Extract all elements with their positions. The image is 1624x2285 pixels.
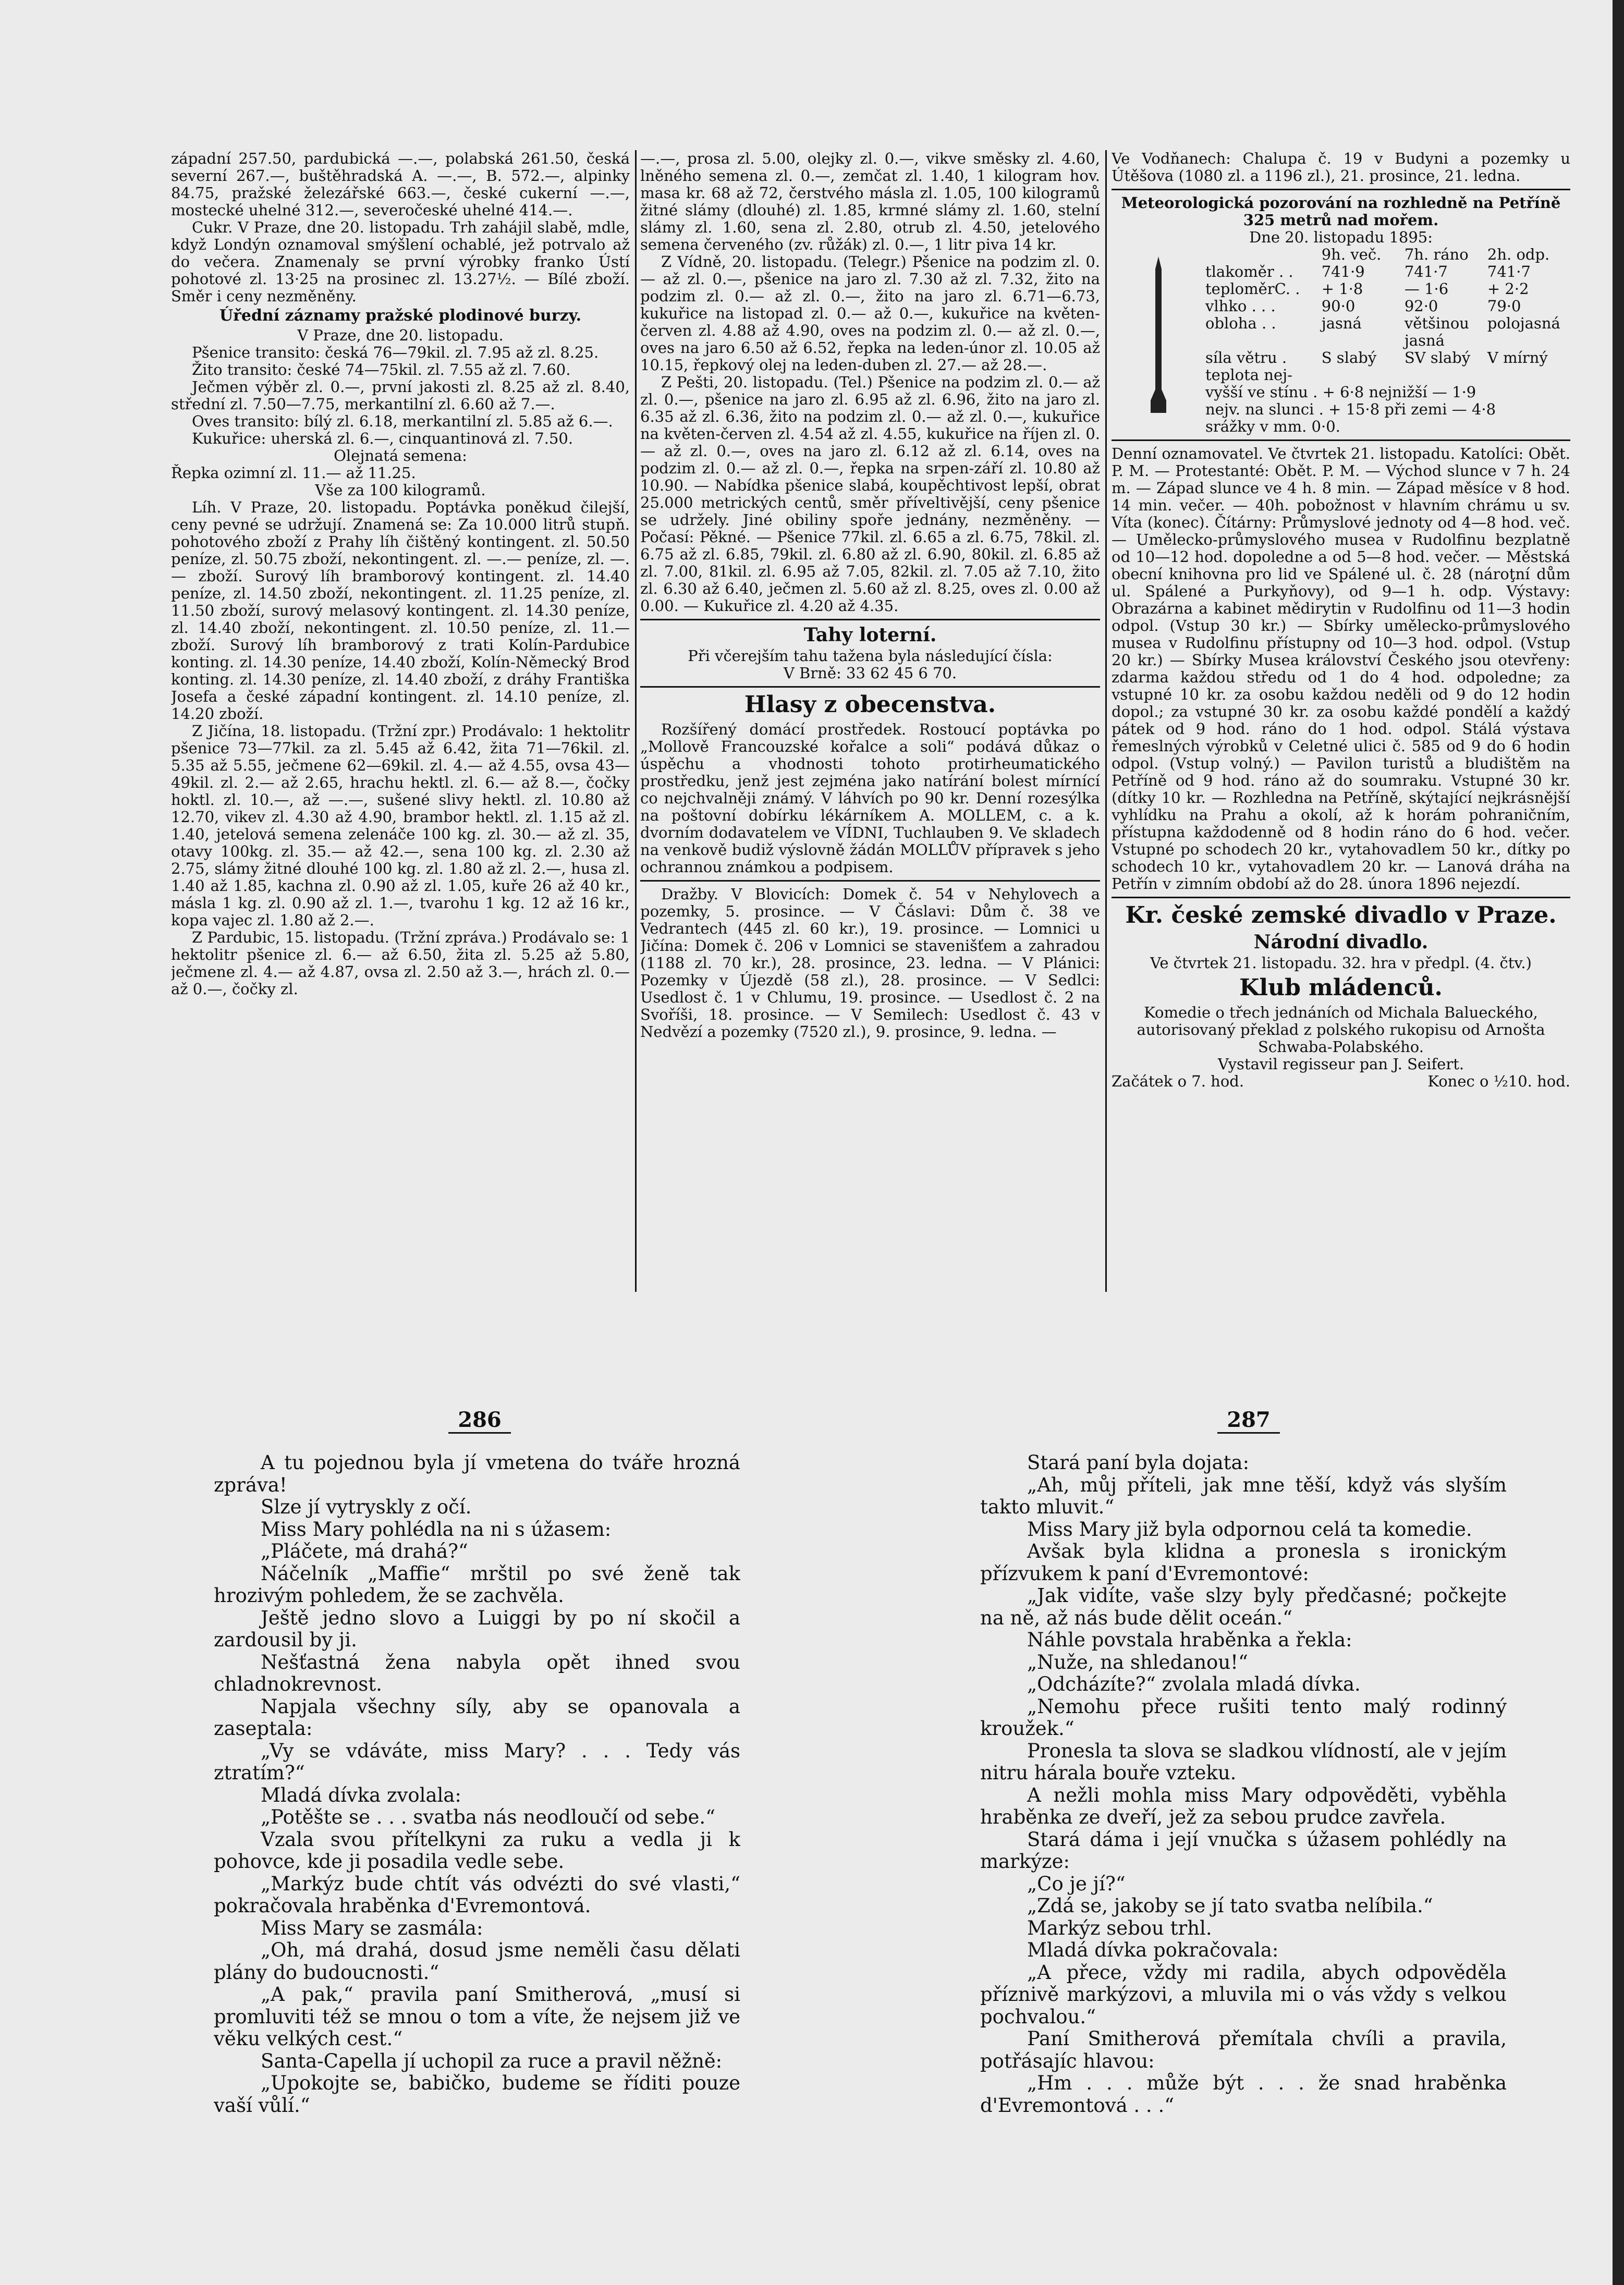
pardubice-report: Z Pardubic, 15. listopadu. (Tržní zpráva.) Prodávalo se: 1 hektolitr pšenice zl. 6.— až 6.50, žita zl. 5.25 až 5.80, ječmene zl. 4.— až 4.87, ovsa zl. 2.50 až 3.—, hrách zl. 0.— až 0.—, čočky zl. (171, 928, 630, 998)
barley-price: Ječmen výběr zl. 0.—, první jakosti zl. 8.25 až zl. 8.40, střední zl. 7.50—7.75, merkantilní zl. 6.60 až 7.—. (171, 378, 630, 413)
story-paragraph: „Odcházíte?“ zvolala mladá dívka. (1027, 1673, 1361, 1695)
story-paragraph: Miss Mary již byla odpornou celá ta komedie. (1027, 1518, 1472, 1541)
meteo-row: teploměrC. . + 1·8 — 1·6 + 2·2 (1205, 280, 1529, 298)
divider (1112, 897, 1570, 898)
story-paragraph: „Nuže, na shledanou!“ (1027, 1651, 1248, 1673)
play-end: Konec o ½10. hod. (1427, 1072, 1570, 1090)
story-paragraph: Pronesla ta slova se sladkou vlídností, ale v jejím nitru hárala bouře vzteku. (980, 1739, 1507, 1784)
scan-edge (1613, 0, 1624, 2285)
rye-price: Žito transito: české 74—75kil. zl. 7.55 až zl. 7.60. (192, 361, 571, 378)
story-paragraph: A tu pojednou byla jí vmetena do tváře hrozná zpráva! (214, 1452, 740, 1496)
meteo-extra: srážky v mm. 0·0. (1205, 418, 1340, 435)
jicin-report: Z Jičína, 18. listopadu. (Tržní zpr.) Prodávalo: 1 hektolitr pšenice 73—77kil. za zl. 5.45 až 6.42, žita 71—76kil. zl. 5.35 až 5.55, ječmene 62—69kil. zl. 4.— až 4.55, ovsa 43—49kil. zl. 2.— až 2.65, hrachu hektl. zl. 6.— až 8.—, čočky hoktl. zl. 10.—, až —.—, sušené slivy hektl. zl. 10.80 až 12.70, vikev zl. 4.30 až 4.90, brambor hektl. zl. 1.15 až zl. 1.40, jetelová semena zelenáče 100 kg. zl. 30.— až zl. 35, otavy 100kg. zl. 35.— až 42.—, sena 100 kg. zl. 2.30 až 2.75, slámy žitné dlouhé 100 kg. zl. 1.80 až zl. 2.—, husa zl. 1.40 až 1.85, kachna zl. 0.90 až zl. 1.05, kuře 26 až 40 kr., másla 1 kg. zl. 0.90 až zl. 1.—, tvarohu 1 kg. 12 až 16 kr., kopa vajec zl. 1.80 až 2.—. (171, 722, 630, 929)
story-paragraph: „Jak vidíte, vaše slzy byly předčasné; počkejte na ně, až nás bude dělit oceán.“ (980, 1584, 1507, 1629)
meteo-date: Dne 20. listopadu 1895: (1249, 228, 1433, 246)
meteo-row: tlakoměr . . 741·9 741·7 741·7 (1205, 263, 1531, 280)
play-title: Klub mládenců. (1239, 974, 1443, 1001)
story-paragraph: Markýz sebou trhl. (1027, 1916, 1212, 1939)
unit-note: Vše za 100 kilogramů. (315, 481, 486, 499)
voices-heading: Hlasy z obecenstva. (744, 691, 996, 718)
divider (1112, 189, 1570, 190)
play-start: Začátek o 7. hod. (1112, 1072, 1244, 1090)
meteo-title: Meteorologická pozorování na rozhledně na Petříně 325 metrů nad mořem. (1121, 194, 1561, 229)
story-paragraph: Stará dáma i její vnučka s úžasem pohlédly na markýze: (980, 1828, 1507, 1873)
meteo-table-header: 9h. več. 7h. ráno 2h. odp. (1321, 246, 1550, 263)
meteo-row: vlhko . . . 90·0 92·0 79·0 (1205, 297, 1521, 315)
commodity-exchange-heading: Úřední záznamy pražské plodinové burzy. (219, 307, 582, 325)
story-paragraph: A nežli mohla miss Mary odpověděti, vyběhla hraběnka ze dveří, jež za sebou prudce zavřela. (980, 1783, 1507, 1828)
story-paragraph: Mladá dívka pokračovala: (1027, 1939, 1279, 1961)
rapeseed-price: Řepka ozimní zl. 11.— až 11.25. (171, 464, 416, 482)
meteo-row: síla větru . S slabý SV slabý V mírný (1205, 349, 1548, 366)
meteo-extra: teplota nej- (1205, 366, 1292, 384)
meteo-extra: vyšší ve stínu . + 6·8 nejnižší — 1·9 (1205, 383, 1476, 401)
play-description: Komedie o třech jednáních od Michala Balueckého, autorisovaný překlad z polského rukopisu od Arnošta Schwaba-Polabského. (1137, 1004, 1545, 1056)
story-paragraph: „Nemohu přece rušiti tento malý rodinný kroužek.“ (980, 1695, 1507, 1740)
story-paragraph: Miss Mary se zasmála: (261, 1916, 483, 1939)
vienna-report: Z Vídně, 20. listopadu. (Telegr.) Pšenice na podzim zl. 0.— až zl. 0.—, pšenice na jaro zl. 7.30 až zl. 7.32, žito na podzim zl. 0.— až zl. 0.—, žito na jaro zl. 6.71—6.73, kukuřice na listopad zl. 0.— až 0.—, kukuřice na květen-červen zl. 4.88 až 4.90, oves na podzim zl. 0.— až zl. 0.—, oves na jaro 6.50 až 6.52, řepka na leden-únor zl. 10.05 až 10.15, řepkový olej na leden-duben zl. 27.— až 28.—. (640, 253, 1100, 374)
maize-price: Kukuřice: uherská zl. 6.—, cinquantinová zl. 7.50. (192, 430, 573, 447)
story-paragraph: „Pláčete, má drahá?“ (261, 1540, 468, 1562)
story-paragraph: Avšak byla klidna a pronesla s ironickým přízvukem k paní d'Evremontové: (980, 1540, 1507, 1585)
sugar-report: Cukr. V Praze, dne 20. listopadu. Trh zahájil slabě, mdle, když Londýn oznamoval smýšlení ochablé, jež potrvalo až do večera. Znamenaly se první výrobky franko Ústí pohotové zl. 13·25 na prosinec zl. 13.27½. — Bílé zboží. Směr i ceny nezměněny. (171, 218, 630, 305)
story-paragraph: Nešťastná žena nabyla opět ihned svou chladnokrevnost. (214, 1651, 740, 1695)
story-paragraph: „Ah, můj příteli, jak mne těší, když vás slyším takto mluvit.“ (980, 1473, 1507, 1518)
story-paragraph: „Zdá se, jakoby se jí tato svatba nelíbila.“ (1027, 1895, 1433, 1917)
page-number-right: 287 (1217, 1408, 1280, 1434)
story-paragraph: „Co je jí?“ (1027, 1872, 1126, 1895)
theatre-date: Ve čtvrtek 21. listopadu. 32. hra v předpl. (4. čtv.) (1150, 954, 1532, 972)
story-paragraph: Napjala všechny síly, aby se opanovala a zaseptala: (214, 1695, 740, 1740)
story-paragraph: „A pak,“ pravila paní Smitherová, „musí si promluviti též se mnou o tom a víte, že nejsem již ve věku velkých cest.“ (214, 1983, 740, 2050)
story-paragraph: Paní Smitherová přemítala chvíli a pravila, potřásajíc hlavou: (980, 2027, 1507, 2072)
market-column-right (1112, 150, 1570, 1292)
play-director: Vystavil regisseur pan J. Seifert. (1217, 1055, 1464, 1073)
story-paragraph: Náčelník „Maffie“ mrštil po své ženě tak hrozivým pohledem, že se zachvěla. (214, 1562, 740, 1607)
divider (1112, 439, 1570, 441)
oilseeds-heading: Olejnatá semena: (334, 447, 467, 465)
story-paragraph: „Upokojte se, babičko, budeme se říditi pouze vaší vůlí.“ (214, 2072, 740, 2117)
auctions-text: Dražby. V Blovicích: Domek č. 54 v Nehylovech a pozemky, 5. prosince. — V Čáslavi: Dům č. 38 ve Vedrantech (445 zl. 60 kr.), 19. prosince. — Lomnici u Jičína: Domek č. 206 v Lomnici se stavenišťem a zahradou (1188 zl. 70 kr.), 28. prosince, 23. ledna. — V Plánici: Pozemky v Újezdě (58 zl.), 28. prosince. — V Sedlci: Usedlost č. 1 v Chlumu, 19. prosince. — Usedlost č. 2 na Svoříši, 18. prosince. — V Semilech: Usedlost č. 43 v Nedvězí a pozemky (7520 zl.), 9. prosince, 9. ledna. — (640, 885, 1100, 1041)
story-paragraph: Slze jí vytryskly z očí. (261, 1496, 472, 1518)
story-paragraph: „Potěšte se . . . svatba nás neodloučí od sebe.“ (261, 1806, 716, 1828)
theatre-heading: Kr. české zemské divadlo v Praze. (1125, 902, 1557, 928)
divider (640, 619, 1100, 620)
page-number-left: 286 (448, 1408, 511, 1434)
wheat-price: Pšenice transito: česká 76—79kil. zl. 7.95 až zl. 8.25. (192, 344, 599, 361)
lottery-intro: Při včerejším tahu tažena byla následující čísla: (688, 647, 1053, 665)
story-paragraph: Náhle povstala hraběnka a řekla: (1027, 1629, 1352, 1651)
daily-announcer: Denní oznamovatel. Ve čtvrtek 21. listopadu. Katolíci: Obět. P. M. — Protestanté: Obět. P. M. — Východ slunce v 7 h. 24 m. — Západ slunce ve 4 h. 8 min. — Západ měsíce v 8 hod. 14 min. večer. — 40h. pobožnost v hlavním chrámu u sv. Víta (konec). Čítárny: Průmyslové jednoty od 4—8 hod. več. — Umělecko-průmyslového musea v Rudolfinu bezplatně od 10—12 hod. dopoledne a od 5—8 hod. večer. — Městská obecní knihovna pro lid ve Spálené ul. č. 28 (nároţní dům ul. Spálené a Purkyňovy), od 9—1 h. odp. Výstavy: Obrazárna a kabinet mědirytin v Rudolfinu od 11—3 hodin odpol. (Vstup 30 kr.) — Sbírky umělecko-průmyslového musea v Rudolfinu přístupny od 10—3 hod. odpol. (Vstup 20 kr.) — Sbírky Musea království Českého jsou otevřeny: zdarma každou středu od 1 do 4 hod. odpoledne; za vstupné 10 kr. za osobu každou neděli od 9 do 12 hodin dopol.; za vstupné 30 kr. za osobu každé pondělí a každý pátek od 9 hod. ráno do 1 hod. odpol. Stálá výstava řemeslných výrobků v Celetné ulici č. 585 od 9 do 6 hodin odpol. (Vstup volný.) — Pavilon turistů a bludištěm na Petříně od 9 hod. ráno až do soumraku. Vstupné 30 kr. (dítky 10 kr. — Rozhledna na Petříně, skýtající nejkrásnější vyhlídku na Prahu a okolí, až k horám pohraničním, přístupna každodenně od 8 hodin ráno do 6 hod. večer. Vstupné po schodech 20 kr., vytahovadlem 50 kr., dítky po schodech 10 kr., vytahovadlem 20 kr. — Lanová dráha na Petřín v zimním období až do 28. února 1896 nejezdí. (1112, 445, 1570, 893)
divider (640, 686, 1100, 688)
story-paragraph: Mladá dívka zvolala: (261, 1783, 461, 1806)
story-paragraph: Santa-Capella jí uchopil za ruce a pravil něžně: (261, 2049, 723, 2072)
story-paragraph: Ještě jedno slovo a Luiggi by po ní skočil a zardousil by ji. (214, 1606, 740, 1651)
pardubice-report-cont: —.—, prosa zl. 5.00, olejky zl. 0.—, vikve směsky zl. 4.60, lněného semena zl. 0.—, zemčat zl. 1.40, 1 kilogram hov. masa kr. 68 až 72, čerstvého másla zl. 1.05, 100 kilogramů žitné slámy (dlouhé) zl. 1.85, krmné slámy zl. 1.60, stelní slámy zl. 1.60, sena zl. 2.80, otrub zl. 4.50, jetelového semena červeného (zv. růžák) zl. 0.—, 1 litr piva 14 kr. (640, 150, 1100, 253)
story-paragraph: „A přece, vždy mi radila, abych odpověděla příznivě markýzovi, a mluvila mi o vás vždy s velkou pochvalou.“ (980, 1961, 1507, 2028)
meteo-row: obloha . . jasná většinou jasná polojasná (1205, 314, 1560, 349)
market-column-left (171, 150, 630, 1240)
story-paragraph: „Markýz bude chtít vás odvézti do své vlasti,“ pokračovala hraběnka d'Evremontová. (214, 1872, 740, 1917)
market-column-middle (640, 150, 1100, 1292)
story-paragraph: Vzala svou přítelkyni za ruku a vedla ji k pohovce, kde ji posadila vedle sebe. (214, 1828, 740, 1873)
column-divider-2 (1105, 150, 1107, 1292)
spirit-report: Líh. V Praze, 20. listopadu. Poptávka poněkud čilejší, ceny pevné se udržují. Znamená se: Za 10.000 litrů stupň. pohotového zboží z Prahy líh čištěný kontingent. zl. 50.50 peníze, zl. 50.75 zboží, nekontingent. zl. —.— peníze, zl. —.— zboží. Surový líh bramborový kontingent. zl. 14.40 peníze, zl. 14.50 zboží, nekontingent. zl. 11.25 peníze, zl. 11.50 zboží, surový melasový kontingent. zl. 14.30 peníze, zl. 14.40 zboží, nekontingent. zl. 10.50 peníze, zl. 11.— zboží. Surový líh bramborový z trati Kolín-Pardubice konting. zl. 14.30 peníze, 14.40 zboží, Kolín-Německý Brod konting. zl. 14.30 peníze, zl. 14.40 zboží, z dráhy Františka Josefa a české západní kontingent. zl. 14.10 peníze, zl. 14.20 zboží. (171, 498, 630, 723)
story-paragraph: Miss Mary pohlédla na ni s úžasem: (261, 1518, 612, 1541)
story-paragraph: „Vy se vdáváte, miss Mary? . . . Tedy vás ztratím?“ (214, 1739, 740, 1784)
story-paragraph: „Oh, má drahá, dosud jsme neměli času dělati plány do budoucnosti.“ (214, 1939, 740, 1984)
voices-text: Rozšířený domácí prostředek. Rostoucí poptávka po „Mollově Francouzské kořalce a soli“ podává důkaz o úspěchu a vhodnosti tohoto protirheumatického prostředku, jenž jest zejména jako natírání bolest mírnící co nejchvalněji známý. V láhvích po 90 kr. Denní rozesýlka na poštovní dobírku lékárníkem A. MOLLEM, c. a k. dvorním dodavatelem ve VÍDNI, Tuchlauben 9. Ve skladech na venkově budiž výslovně žádán MOLLŮV přípravek s jeho ochrannou známkou a podpisem. (640, 720, 1100, 876)
story-paragraph: Stará paní byla dojata: (1027, 1452, 1250, 1474)
lottery-heading: Tahy loterní. (803, 624, 937, 646)
divider (640, 880, 1100, 882)
exchange-date: V Praze, dne 20. listopadu. (297, 326, 504, 344)
stock-prices: západní 257.50, pardubická —.—, polabská 261.50, česká severní 267.—, buštěhradská A. —.—, B. 572.—, alpinky 84.75, pražské železářské 663.—, české cukerní —.—, mostecké uhelné 312.—, severočeské uhelné 414.—. (171, 150, 630, 219)
theatre-subheading: Národní divadlo. (1253, 931, 1428, 953)
lottery-numbers: V Brně: 33 62 45 6 70. (783, 664, 957, 682)
vodnany-auction: Ve Vodňanech: Chalupa č. 19 v Budyni a pozemky u Útěšova (1080 zl. a 1196 zl.), 21. prosince, 21. ledna. (1112, 150, 1570, 185)
pest-report: Z Pešti, 20. listopadu. (Tel.) Pšenice na podzim zl. 0.— až zl. 0.—, pšenice na jaro zl. 6.95 až zl. 6.96, žito na jaro zl. 6.35 až zl. 6.36, žito na podzim zl. 0.— až zl. 0.—, kukuřice na květen-červen zl. 4.54 až zl. 4.55, kukuřice na říjen zl. 0.— až zl. 0.—, oves na jaro zl. 6.12 až zl. 6.14, oves na podzim zl. 0.— až zl. 0.—, řepka na srpen-září zl. 10.80 až 10.90. — Nabídka pšenice slabá, koupěchtivost lepší, obrat 25.000 metrických centů, směr příveltivější, ceny pšenice se udržely. Jiné obiliny spoře jednány, nezměněny. — Počasí: Pěkné. — Pšenice 77kil. zl. 6.65 a zl. 6.75, 78kil. zl. 6.75 až zl. 6.85, 79kil. zl. 6.80 až zl. 6.90, 80kil. zl. 6.85 až zl. 7.00, 81kil. zl. 6.95 až 7.05, 82kil. zl. 7.05 až 7.10, žito zl. 6.30 až 6.40, ječmen zl. 5.60 až zl. 8.25, oves zl. 0.00 až 0.00. — Kukuřice zl. 4.20 až 4.35. (640, 373, 1100, 615)
obelisk-illustration (1145, 256, 1171, 413)
serial-page-right (980, 1452, 1507, 2130)
oats-price: Oves transito: bílý zl. 6.18, merkantilní zl. 5.85 až 6.—. (192, 412, 613, 430)
column-divider-1 (635, 150, 637, 1292)
story-paragraph: „Hm . . . může být . . . že snad hraběnka d'Evremontová . . .“ (980, 2072, 1507, 2117)
serial-page-left (214, 1452, 740, 2130)
meteo-extra: nejv. na slunci . + 15·8 při zemi — 4·8 (1205, 400, 1496, 418)
